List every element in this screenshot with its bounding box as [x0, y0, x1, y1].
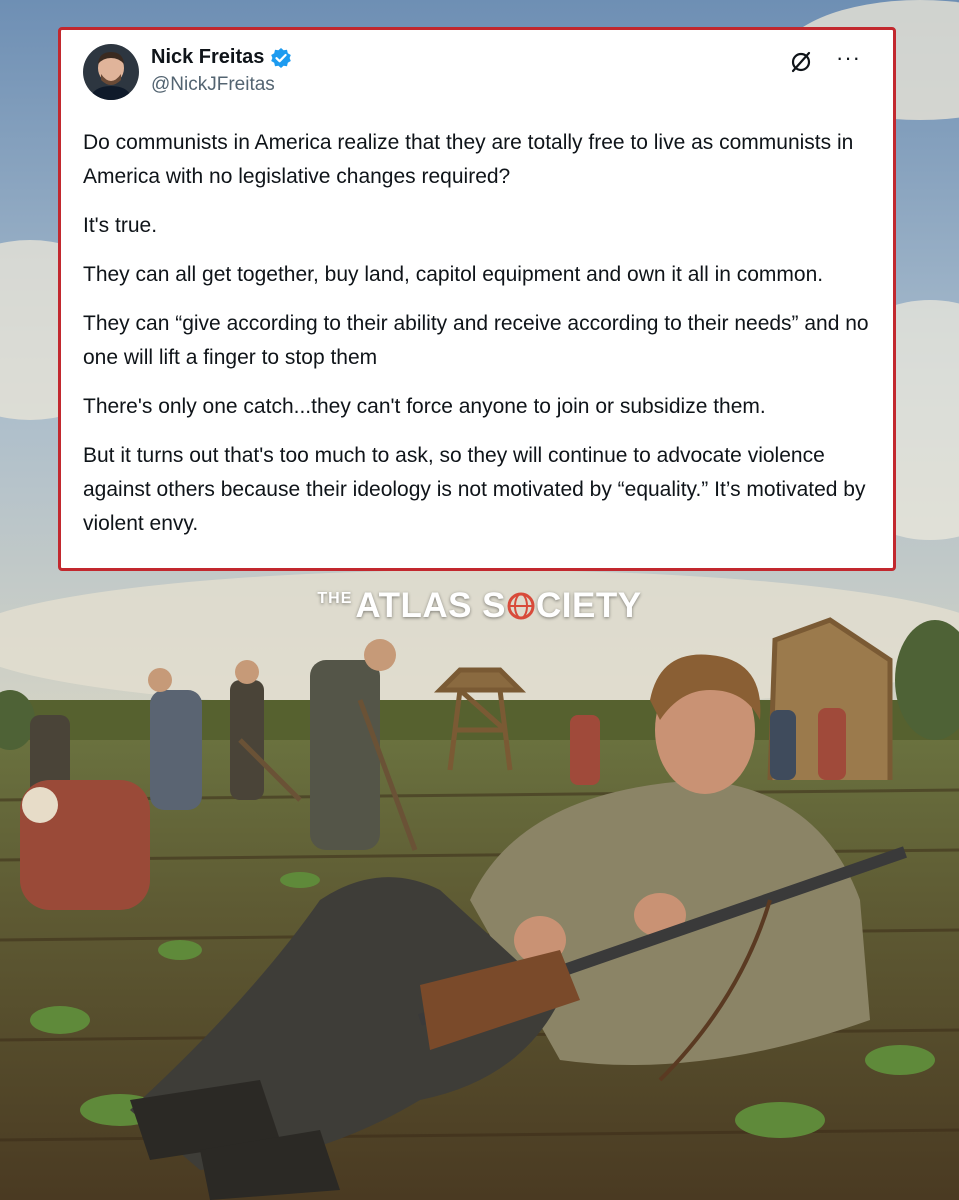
atlas-society-watermark [0, 586, 959, 626]
tweet-paragraph: There's only one catch...they can't force anyone to join or subsidize them. [83, 395, 766, 418]
avatar[interactable] [83, 44, 139, 100]
tweet-paragraph: It's true. [83, 214, 158, 237]
name-row [151, 46, 292, 69]
tweet-paragraph: But it turns out that's too much to ask, so they will continue to advocate violence against others because their ideology is not motivated by “equality.” It’s motivated by violent envy. [83, 444, 866, 535]
tweet-card [58, 27, 896, 571]
avatar-image [83, 44, 139, 100]
atlas-society-o-logo-icon [506, 591, 536, 621]
tweet-paragraph: Do communists in America realize that they are totally free to live as communists in America with no legislative changes required? [83, 131, 854, 188]
watermark-word2: CIETY [536, 586, 642, 625]
tweet-header [83, 44, 871, 106]
tweet-text [83, 126, 871, 541]
tweet-paragraph: They can all get together, buy land, capitol equipment and own it all in common. [83, 263, 824, 286]
tweet-paragraph: They can “give according to their ability and receive according to their needs” and no one will lift a finger to stop them [83, 312, 869, 369]
grok-icon[interactable] [789, 50, 813, 74]
verified-badge-icon [270, 47, 292, 69]
more-options-icon[interactable]: ··· [836, 45, 861, 70]
watermark-word1: ATLAS S [355, 586, 507, 625]
handle[interactable]: @NickJFreitas [151, 74, 275, 95]
display-name[interactable]: Nick Freitas [151, 46, 265, 68]
watermark-prefix: THE [317, 590, 353, 607]
